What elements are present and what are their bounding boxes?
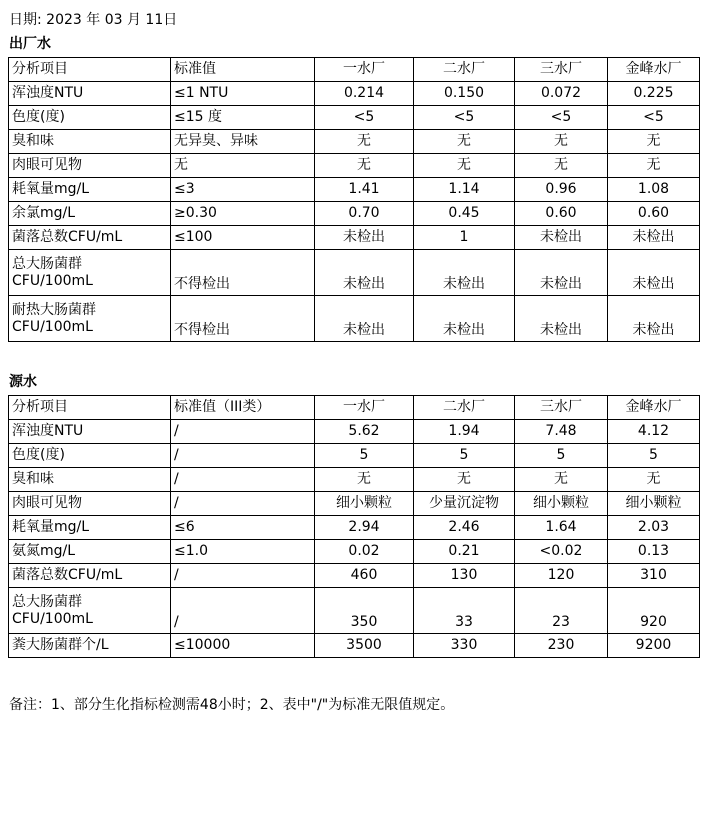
standard-value-cell: / xyxy=(171,444,315,468)
standard-value-cell: ≤1.0 xyxy=(171,540,315,564)
plant-value-cell: <0.02 xyxy=(515,540,608,564)
plant-value-cell: 无 xyxy=(315,130,414,154)
plant-value-cell: 0.150 xyxy=(414,82,515,106)
plant-value-cell: 无 xyxy=(608,468,700,492)
item-name-line: 肉眼可见物 xyxy=(12,495,82,511)
plant-value-cell: 无 xyxy=(414,468,515,492)
plant-value-cell: 5 xyxy=(608,444,700,468)
plant-value-cell: 2.03 xyxy=(608,516,700,540)
plant-value-cell: 120 xyxy=(515,564,608,588)
plant-value-cell: 5 xyxy=(315,444,414,468)
item-name-cell xyxy=(9,250,171,296)
item-name-cell xyxy=(9,106,171,130)
table-row xyxy=(9,468,700,492)
plant-value-cell: 130 xyxy=(414,564,515,588)
table-row xyxy=(9,634,700,658)
item-name-line: 总大肠菌群 xyxy=(12,593,82,610)
plant-value-cell: 310 xyxy=(608,564,700,588)
plant-value-cell: 1.94 xyxy=(414,420,515,444)
table-row xyxy=(9,226,700,250)
plant-value-cell: 少量沉淀物 xyxy=(414,492,515,516)
column-header: 三水厂 xyxy=(515,58,608,82)
item-name-cell xyxy=(9,226,171,250)
standard-value-cell: / xyxy=(171,468,315,492)
item-name-cell xyxy=(9,516,171,540)
item-name-line: 色度(度) xyxy=(12,109,65,125)
plant-value-cell: 1.64 xyxy=(515,516,608,540)
footnote: 备注：1、部分生化指标检测需48小时；2、表中"/"为标准无限值规定。 xyxy=(9,697,455,713)
table-row xyxy=(9,564,700,588)
column-header: 二水厂 xyxy=(414,58,515,82)
item-name-cell xyxy=(9,468,171,492)
plant-value-cell: 330 xyxy=(414,634,515,658)
table-row xyxy=(9,540,700,564)
item-name-cell xyxy=(9,82,171,106)
table-row xyxy=(9,296,700,342)
column-header: 三水厂 xyxy=(515,396,608,420)
item-name-line: 臭和味 xyxy=(12,471,54,487)
plant-value-cell: 无 xyxy=(515,468,608,492)
plant-value-cell: 未检出 xyxy=(608,226,700,250)
plant-value-cell: 无 xyxy=(608,154,700,178)
plant-value-cell: 5.62 xyxy=(315,420,414,444)
plant-value-cell: 无 xyxy=(315,154,414,178)
outflow-table-body xyxy=(9,58,700,342)
outflow-water-table xyxy=(8,57,700,342)
plant-value-cell: <5 xyxy=(608,106,700,130)
column-header: 二水厂 xyxy=(414,396,515,420)
item-name-line: CFU/100mL xyxy=(12,272,93,289)
item-name-cell xyxy=(9,492,171,516)
plant-value-cell: 未检出 xyxy=(414,296,515,342)
column-header: 一水厂 xyxy=(315,58,414,82)
standard-value-cell: 不得检出 xyxy=(171,296,315,342)
plant-value-cell: 未检出 xyxy=(608,296,700,342)
item-name-cell xyxy=(9,202,171,226)
plant-value-cell: 0.13 xyxy=(608,540,700,564)
column-header: 标准值（III类） xyxy=(171,396,315,420)
table-row xyxy=(9,516,700,540)
item-name-line: 浑浊度NTU xyxy=(12,85,84,101)
table-row xyxy=(9,130,700,154)
plant-value-cell: 0.60 xyxy=(515,202,608,226)
table-row xyxy=(9,202,700,226)
table-row xyxy=(9,250,700,296)
plant-value-cell: 0.225 xyxy=(608,82,700,106)
plant-value-cell: 5 xyxy=(515,444,608,468)
plant-value-cell: 2.46 xyxy=(414,516,515,540)
plant-value-cell: 未检出 xyxy=(515,226,608,250)
plant-value-cell: 细小颗粒 xyxy=(315,492,414,516)
item-name-cell xyxy=(9,564,171,588)
item-name-cell xyxy=(9,130,171,154)
column-header: 分析项目 xyxy=(9,58,171,82)
plant-value-cell: 未检出 xyxy=(315,296,414,342)
standard-value-cell: 不得检出 xyxy=(171,250,315,296)
table-row xyxy=(9,154,700,178)
standard-value-cell: ≤15 度 xyxy=(171,106,315,130)
plant-value-cell: 5 xyxy=(414,444,515,468)
plant-value-cell: 0.70 xyxy=(315,202,414,226)
item-name-line: 浑浊度NTU xyxy=(12,423,84,439)
item-name-cell xyxy=(9,444,171,468)
item-name-line: 耐热大肠菌群 xyxy=(12,301,96,318)
plant-value-cell: 0.45 xyxy=(414,202,515,226)
plant-value-cell: 细小颗粒 xyxy=(515,492,608,516)
item-name-line: 粪大肠菌群个/L xyxy=(12,637,109,653)
item-name-line: 耗氧量mg/L xyxy=(12,181,90,197)
plant-value-cell: 无 xyxy=(414,154,515,178)
item-name-line: CFU/100mL xyxy=(12,610,93,627)
header-row xyxy=(9,58,700,82)
plant-value-cell: <5 xyxy=(414,106,515,130)
source-section-title: 源水 xyxy=(9,374,37,390)
standard-value-cell: ≤6 xyxy=(171,516,315,540)
source-table-body xyxy=(9,396,700,658)
plant-value-cell: 1.08 xyxy=(608,178,700,202)
item-name-line: 臭和味 xyxy=(12,133,54,149)
plant-value-cell: 0.214 xyxy=(315,82,414,106)
column-header: 标准值 xyxy=(171,58,315,82)
table-row xyxy=(9,82,700,106)
plant-value-cell: 无 xyxy=(608,130,700,154)
table-row xyxy=(9,178,700,202)
item-name-line: 氨氮mg/L xyxy=(12,543,76,559)
column-header: 金峰水厂 xyxy=(608,58,700,82)
plant-value-cell: 1.41 xyxy=(315,178,414,202)
column-header: 一水厂 xyxy=(315,396,414,420)
item-name-cell xyxy=(9,178,171,202)
item-name-cell xyxy=(9,420,171,444)
standard-value-cell: / xyxy=(171,564,315,588)
plant-value-cell: 细小颗粒 xyxy=(608,492,700,516)
table-row xyxy=(9,106,700,130)
standard-value-cell: ≤3 xyxy=(171,178,315,202)
plant-value-cell: 9200 xyxy=(608,634,700,658)
item-name-cell xyxy=(9,154,171,178)
plant-value-cell: 未检出 xyxy=(414,250,515,296)
plant-value-cell: 未检出 xyxy=(315,250,414,296)
plant-value-cell: 无 xyxy=(515,130,608,154)
item-name-line: 总大肠菌群 xyxy=(12,255,82,272)
standard-value-cell: ≤1 NTU xyxy=(171,82,315,106)
item-name-line: 菌落总数CFU/mL xyxy=(12,567,123,583)
plant-value-cell: 920 xyxy=(608,588,700,634)
item-name-line: 肉眼可见物 xyxy=(12,157,82,173)
plant-value-cell: <5 xyxy=(315,106,414,130)
plant-value-cell: 0.02 xyxy=(315,540,414,564)
plant-value-cell: 2.94 xyxy=(315,516,414,540)
plant-value-cell: 460 xyxy=(315,564,414,588)
item-name-cell xyxy=(9,296,171,342)
standard-value-cell: 无异臭、异味 xyxy=(171,130,315,154)
plant-value-cell: 1 xyxy=(414,226,515,250)
plant-value-cell: 7.48 xyxy=(515,420,608,444)
standard-value-cell: ≥0.30 xyxy=(171,202,315,226)
plant-value-cell: 0.96 xyxy=(515,178,608,202)
plant-value-cell: 0.072 xyxy=(515,82,608,106)
plant-value-cell: 1.14 xyxy=(414,178,515,202)
plant-value-cell: 230 xyxy=(515,634,608,658)
plant-value-cell: 无 xyxy=(515,154,608,178)
plant-value-cell: 23 xyxy=(515,588,608,634)
column-header: 金峰水厂 xyxy=(608,396,700,420)
plant-value-cell: 未检出 xyxy=(515,296,608,342)
plant-value-cell: <5 xyxy=(515,106,608,130)
outflow-section-title: 出厂水 xyxy=(9,36,51,52)
standard-value-cell: / xyxy=(171,492,315,516)
standard-value-cell: 无 xyxy=(171,154,315,178)
plant-value-cell: 0.60 xyxy=(608,202,700,226)
plant-value-cell: 4.12 xyxy=(608,420,700,444)
item-name-cell xyxy=(9,588,171,634)
standard-value-cell: ≤100 xyxy=(171,226,315,250)
table-row xyxy=(9,444,700,468)
item-name-line: CFU/100mL xyxy=(12,318,93,335)
plant-value-cell: 无 xyxy=(414,130,515,154)
header-row xyxy=(9,396,700,420)
item-name-cell xyxy=(9,634,171,658)
report-date: 日期: 2023 年 03 月 11日 xyxy=(9,12,178,28)
plant-value-cell: 0.21 xyxy=(414,540,515,564)
plant-value-cell: 未检出 xyxy=(515,250,608,296)
plant-value-cell: 350 xyxy=(315,588,414,634)
item-name-line: 耗氧量mg/L xyxy=(12,519,90,535)
item-name-line: 余氯mg/L xyxy=(12,205,76,221)
plant-value-cell: 未检出 xyxy=(608,250,700,296)
plant-value-cell: 33 xyxy=(414,588,515,634)
plant-value-cell: 未检出 xyxy=(315,226,414,250)
table-row xyxy=(9,588,700,634)
table-row xyxy=(9,420,700,444)
source-water-table xyxy=(8,395,700,658)
standard-value-cell: / xyxy=(171,588,315,634)
standard-value-cell: ≤10000 xyxy=(171,634,315,658)
standard-value-cell: / xyxy=(171,420,315,444)
item-name-cell xyxy=(9,540,171,564)
item-name-line: 色度(度) xyxy=(12,447,65,463)
column-header: 分析项目 xyxy=(9,396,171,420)
plant-value-cell: 无 xyxy=(315,468,414,492)
plant-value-cell: 3500 xyxy=(315,634,414,658)
table-row xyxy=(9,492,700,516)
item-name-line: 菌落总数CFU/mL xyxy=(12,229,123,245)
